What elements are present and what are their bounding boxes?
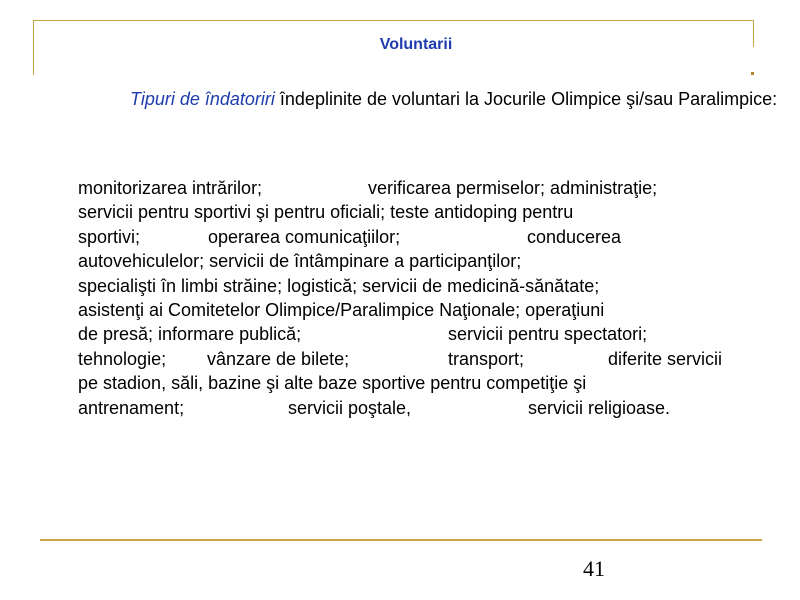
frame-top-rule bbox=[33, 20, 754, 21]
slide-title: Voluntarii bbox=[379, 36, 453, 53]
duty-line bbox=[78, 274, 778, 298]
duty-text: pe stadion, săli, bazine şi alte baze sportive pentru competiţie şi bbox=[78, 373, 587, 394]
intro-paragraph bbox=[78, 87, 778, 111]
duty-text: asistenţi ai Comitetelor Olimpice/Paralimpice Naţionale; operaţiuni bbox=[78, 299, 605, 320]
duty-line bbox=[78, 249, 778, 273]
duty-text: diferite servicii bbox=[608, 348, 723, 369]
duty-text: verificarea permiselor; administraţie; bbox=[368, 178, 658, 198]
duty-line bbox=[78, 371, 778, 395]
duty-text: operarea comunicaţiilor; bbox=[208, 226, 401, 247]
duty-text: antrenament; bbox=[78, 397, 185, 418]
duty-text: specialişti în limbi străine; logistică; servicii de medicină-sănătate; bbox=[78, 275, 600, 296]
duty-text: transport; bbox=[448, 348, 525, 369]
duty-line bbox=[78, 225, 778, 249]
duty-text: servicii religioase. bbox=[528, 397, 671, 418]
duties-list bbox=[78, 176, 778, 420]
duty-line bbox=[78, 176, 778, 200]
duty-text: monitorizarea intrărilor; bbox=[78, 178, 263, 198]
duty-text: autovehiculelor; servicii de întâmpinare a participanţilor; bbox=[78, 251, 522, 272]
duty-text: sportivi; bbox=[78, 226, 141, 247]
duty-text: de presă; informare publică; bbox=[78, 324, 302, 345]
duty-line bbox=[78, 396, 778, 420]
bottom-rule bbox=[40, 539, 762, 541]
duty-text: servicii pentru sportivi şi pentru oficiali; teste antidoping pentru bbox=[78, 202, 574, 223]
duty-line bbox=[78, 322, 778, 346]
intro-text: îndeplinite de voluntari la Jocurile Olimpice şi/sau Paralimpice: bbox=[274, 89, 778, 109]
frame-corner-dot bbox=[751, 72, 754, 75]
duty-line bbox=[78, 200, 778, 224]
page-number: 41 bbox=[583, 556, 605, 581]
frame-left-rule bbox=[33, 20, 34, 75]
frame-right-rule bbox=[753, 20, 754, 47]
duty-line bbox=[78, 347, 778, 371]
duty-text: servicii pentru spectatori; bbox=[448, 324, 648, 345]
duty-text: tehnologie; bbox=[78, 348, 167, 369]
duty-text: conducerea bbox=[527, 226, 622, 247]
duty-text: vânzare de bilete; bbox=[207, 348, 350, 369]
duty-line bbox=[78, 298, 778, 322]
intro-lead: Tipuri de îndatoriri bbox=[130, 89, 275, 109]
duty-text: servicii poştale, bbox=[288, 397, 412, 418]
